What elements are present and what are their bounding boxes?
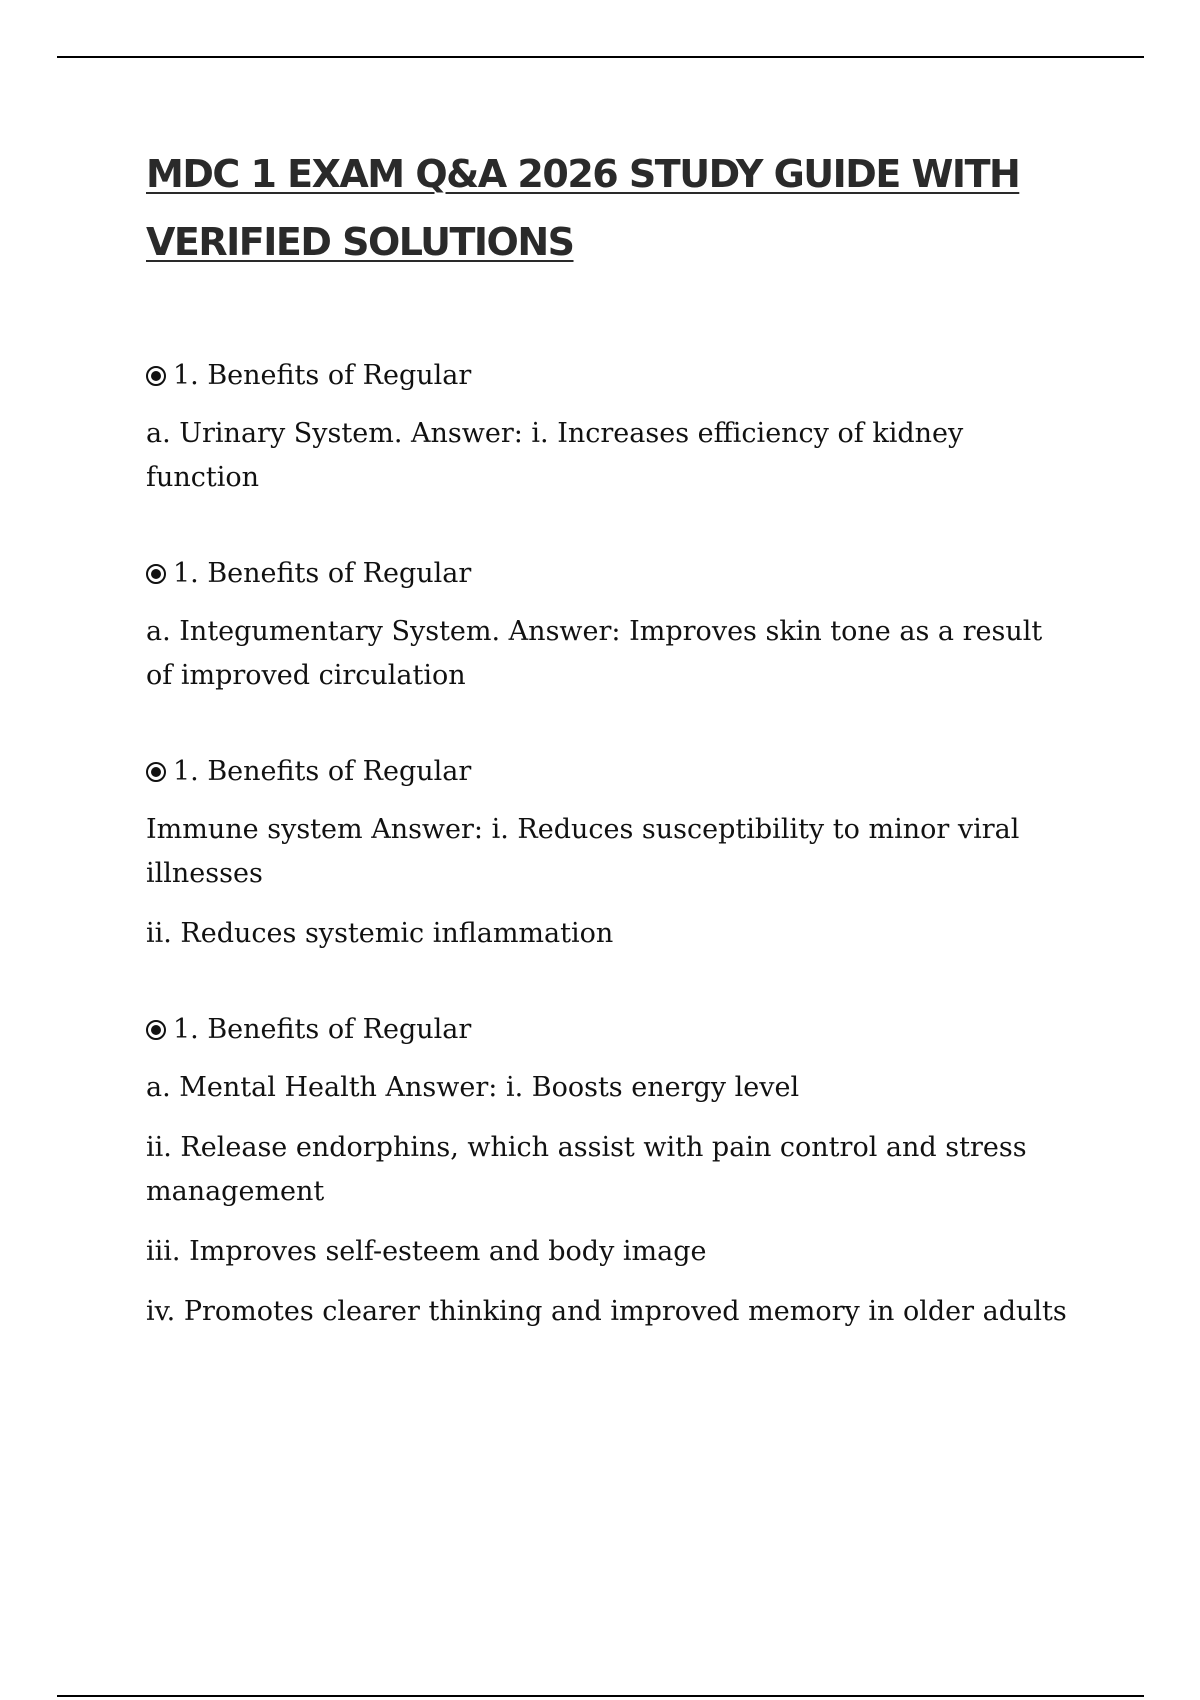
radio-bullet-icon: [146, 762, 166, 782]
bottom-rule: [57, 1695, 1144, 1697]
top-rule: [57, 56, 1144, 58]
question-text: 1. Benefits of Regular: [173, 1014, 472, 1045]
answer-line: ii. Reduces systemic inflammation: [146, 918, 614, 949]
answer-line: a. Urinary System. Answer: i. Increases efficiency of kidney function: [146, 418, 964, 493]
title-line-2: VERIFIED SOLUTIONS: [146, 220, 574, 264]
radio-bullet-icon: [146, 1020, 166, 1040]
question-text: 1. Benefits of Regular: [173, 558, 472, 589]
answer-line: ii. Release endorphins, which assist with pain control and stress management: [146, 1132, 1027, 1207]
question: [146, 356, 1146, 396]
qa-item: [146, 554, 1146, 698]
qa-list: [146, 356, 1146, 1334]
answer-line: iv. Promotes clearer thinking and improved memory in older adults: [146, 1296, 1067, 1327]
qa-item: [146, 356, 1146, 500]
title-line-1: MDC 1 EXAM Q&A 2026 STUDY GUIDE WITH: [146, 152, 1020, 196]
radio-bullet-icon: [146, 366, 166, 386]
question-text: 1. Benefits of Regular: [173, 360, 472, 391]
qa-item: [146, 752, 1146, 956]
answer-line: iii. Improves self-esteem and body image: [146, 1236, 707, 1267]
answer-line: Immune system Answer: i. Reduces susceptibility to minor viral illnesses: [146, 814, 1020, 889]
answer-line: a. Integumentary System. Answer: Improves skin tone as a result of improved circulation: [146, 616, 1043, 691]
qa-item: [146, 1010, 1146, 1334]
question: [146, 1010, 1146, 1050]
question: [146, 752, 1146, 792]
question: [146, 554, 1146, 594]
radio-bullet-icon: [146, 564, 166, 584]
question-text: 1. Benefits of Regular: [173, 756, 472, 787]
document-body: [146, 140, 1146, 1388]
document-title: [146, 140, 1146, 276]
answer-line: a. Mental Health Answer: i. Boosts energy level: [146, 1072, 800, 1103]
